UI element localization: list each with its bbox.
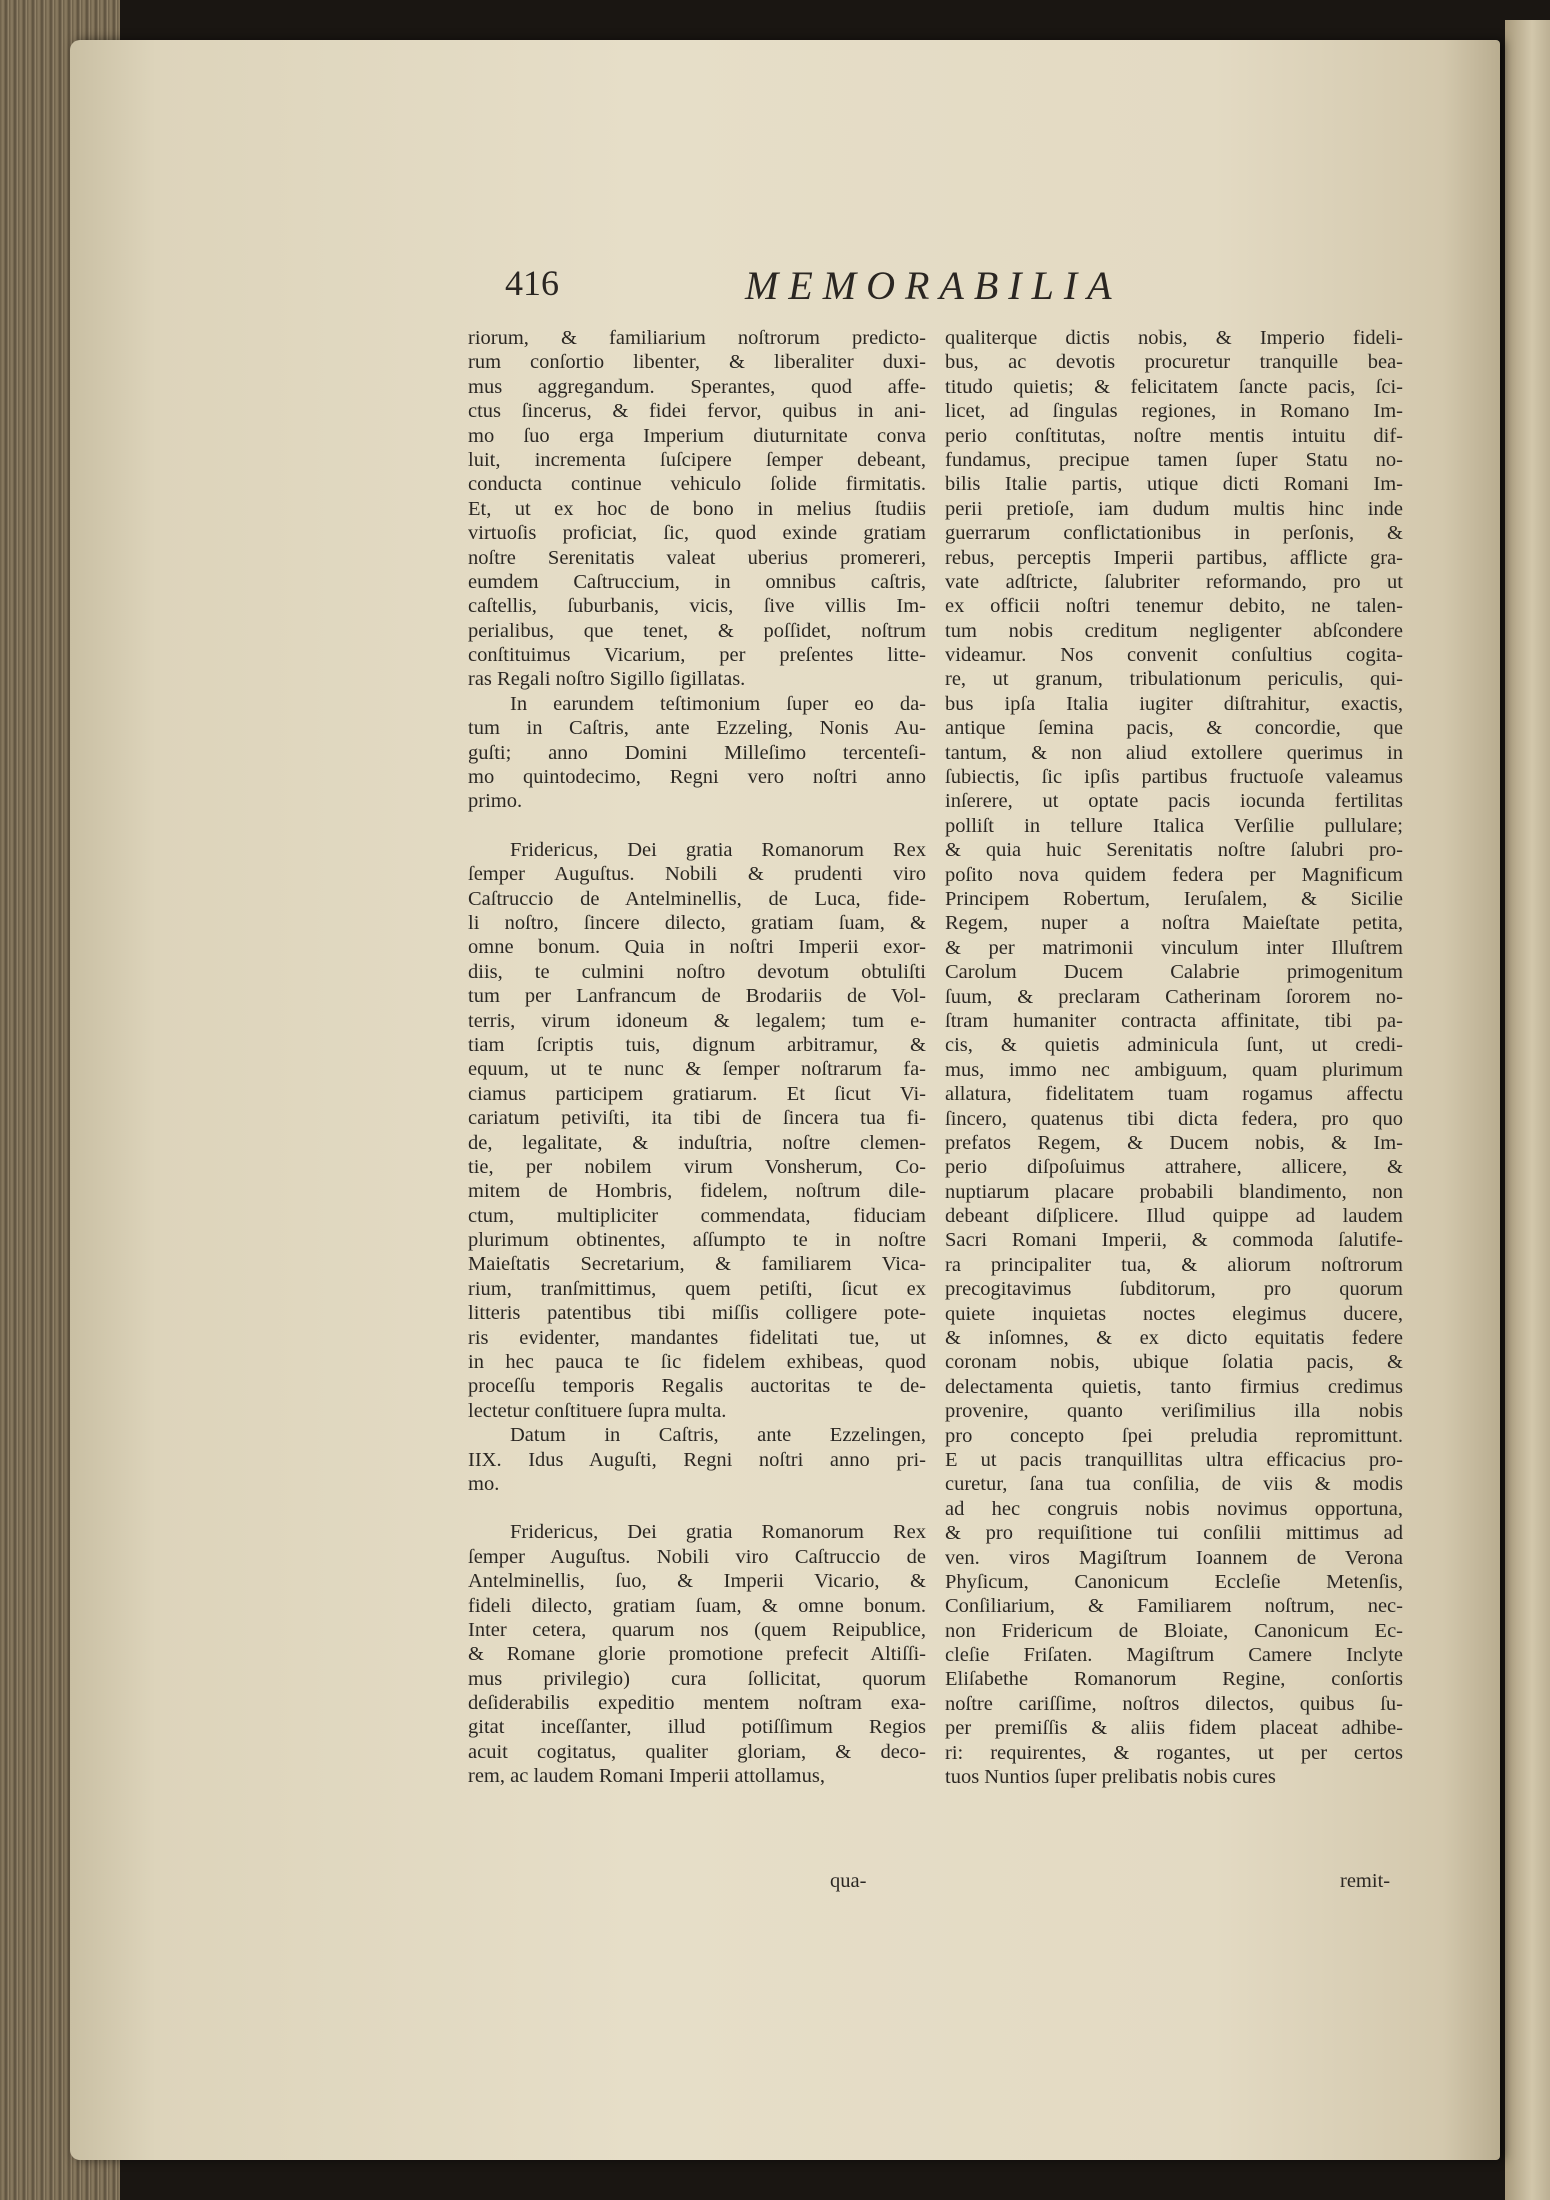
text-line: ſubiectis, ſic ipſis partibus fructuoſe valeamus [945, 766, 1403, 789]
text-line: cariatum petiviſti, ita tibi de ſincera tua fi- [468, 1107, 926, 1130]
text-line: Phyſicum, Canonicum Eccleſie Metenſis, [945, 1570, 1403, 1593]
text-line: virtuoſis proficiat, ſic, quod exinde gratiam [468, 522, 926, 545]
text-line: Inter cetera, quarum nos (quem Reipublice, [468, 1618, 926, 1641]
text-line: deſiderabilis expeditio mentem noſtram exa- [468, 1692, 926, 1715]
text-line: E ut pacis tranquillitas ultra efficacius pro- [945, 1448, 1403, 1471]
text-line: ctus ſincerus, & fidei fervor, quibus in ani- [468, 400, 926, 423]
text-line: mo. [468, 1472, 500, 1495]
page-header [505, 262, 1145, 312]
text-line: tuos Nuntios ſuper prelibatis nobis cures [945, 1766, 1276, 1789]
text-line: licet, ad ſingulas regiones, in Romano Im- [945, 400, 1403, 423]
right-catchword: remit- [1340, 1870, 1391, 1892]
text-line: quiete inquietas noctes elegimus ducere, [945, 1302, 1403, 1325]
text-line: bilis Italie partis, utique dicti Romani Im- [945, 473, 1403, 496]
text-line: pro concepto ſpei preludia repromittunt. [945, 1424, 1403, 1447]
text-line: ven. viros Magiſtrum Ioannem de Verona [945, 1546, 1403, 1569]
text-line: lectetur conſtituere ſupra multa. [468, 1399, 727, 1422]
text-line: provenire, quanto veriſimilius illa nobis [945, 1400, 1403, 1423]
text-line: Et, ut ex hoc de bono in melius ſtudiis [468, 497, 926, 520]
text-line: videamur. Nos convenit conſultius cogita- [945, 644, 1403, 667]
text-line: fundamus, precipue tamen ſuper Statu no- [945, 448, 1403, 471]
text-line: tum per Lanfrancum de Brodariis de Vol- [468, 985, 926, 1008]
text-line: rem, ac laudem Romani Imperii attollamus, [468, 1765, 825, 1788]
text-line: primo. [468, 790, 523, 813]
text-line: Eliſabethe Romanorum Regine, conſortis [945, 1668, 1403, 1691]
text-line: equum, ut te nunc & ſemper noſtrarum fa- [468, 1058, 926, 1081]
text-line: litteris patentibus tibi miſſis colligere pote- [468, 1302, 926, 1325]
text-line: Fridericus, Dei gratia Romanorum Rex [510, 1521, 926, 1544]
text-line: & Romane glorie promotione prefecit Altiſſi- [468, 1643, 926, 1666]
text-line: gitat inceſſanter, illud potiſſimum Regios [468, 1716, 926, 1739]
text-line: ra principaliter tua, & aliorum noſtrorum [945, 1253, 1403, 1276]
text-line: Maieſtatis Secretarium, & familiarem Vica- [468, 1253, 926, 1276]
text-line: ſemper Auguſtus. Nobili viro Caſtruccio de [468, 1545, 926, 1568]
text-line: prefatos Regem, & Ducem nobis, & Im- [945, 1131, 1403, 1154]
text-line: debeant diſplicere. Illud quippe ad laudem [945, 1205, 1403, 1228]
text-line: In earundem teſtimonium ſuper eo da- [510, 692, 926, 715]
page-number: 416 [505, 263, 559, 303]
text-line: IIX. Idus Auguſti, Regni noſtri anno pri- [468, 1448, 926, 1471]
text-line: li noſtro, ſincere dilecto, gratiam ſuam, & [468, 911, 926, 934]
text-line: perii pretioſe, iam dudum multis hinc inde [945, 497, 1403, 520]
text-line: eumdem Caſtruccium, in omnibus caſtris, [468, 570, 926, 593]
text-line: tie, per nobilem virum Vonsherum, Co- [468, 1155, 926, 1178]
text-line: rium, tranſmittimus, quem petiſti, ſicut ex [468, 1277, 926, 1300]
text-line: precogitavimus ſubditorum, pro quorum [945, 1278, 1403, 1301]
text-line: conducta continue vehiculo ſolide firmitatis. [468, 473, 926, 496]
text-line: nuptiarum placare probabili blandimento, non [945, 1180, 1403, 1203]
text-line: in hec pauca te ſic fidelem exhibeas, quod [468, 1351, 926, 1374]
text-line: qualiterque dictis nobis, & Imperio fideli- [945, 327, 1403, 349]
text-line: tum in Caſtris, ante Ezzeling, Nonis Au- [468, 717, 926, 740]
text-line: ciamus participem gratiarum. Et ſicut Vi- [468, 1082, 926, 1105]
text-line: & pro requiſitione tui conſilii mittimus ad [945, 1522, 1403, 1545]
text-line: de, legalitate, & induſtria, noſtre clemen- [468, 1131, 926, 1154]
text-line: fideli dilecto, gratiam ſuam, & omne bonum. [468, 1594, 926, 1617]
text-line: mitem de Hombris, fidelem, noſtrum dile- [468, 1180, 926, 1203]
text-line: vate adſtricte, ſalubriter reformando, pro ut [945, 570, 1403, 593]
left-catchword: qua- [830, 1870, 867, 1892]
text-line: ſtram humaniter contracta affinitate, tibi pa- [945, 1009, 1403, 1032]
text-line: Carolum Ducem Calabrie primogenitum [945, 961, 1403, 984]
text-line: tum nobis creditum negligenter abſcondere [945, 619, 1403, 642]
text-line: & per matrimonii vinculum inter Illuſtrem [945, 936, 1403, 959]
text-line: terris, virum idoneum & legalem; tum e- [468, 1009, 926, 1032]
text-line: proceſſu temporis Regalis auctoritas te de- [468, 1375, 926, 1398]
text-line: coronam nobis, ubique ſolatia pacis, & [945, 1351, 1403, 1374]
facing-page-edge [1505, 20, 1550, 2200]
text-line: Regem, nuper a noſtra Maieſtate petita, [945, 912, 1403, 935]
text-line: ſemper Auguſtus. Nobili & prudenti viro [468, 863, 926, 886]
text-line: tiam ſcriptis tuis, dignum arbitramur, & [468, 1033, 926, 1056]
text-line: noſtre cariſſime, noſtros dilectos, quibus ſu- [945, 1692, 1403, 1715]
text-line: diis, te culmini noſtro devotum obtuliſti [468, 960, 926, 983]
text-line: ex officii noſtri tenemur debito, ne talen- [945, 595, 1403, 618]
text-line: mo quintodecimo, Regni vero noſtri anno [468, 766, 926, 789]
paragraph-gap [468, 814, 926, 838]
text-line: tantum, & non aliud extollere querimus in [945, 741, 1403, 764]
text-line: caſtellis, ſuburbanis, vicis, ſive villis Im- [468, 595, 926, 618]
text-line: ad hec congruis nobis novimus opportuna, [945, 1497, 1403, 1520]
running-title: MEMORABILIA [745, 263, 1122, 308]
text-line: mus aggregandum. Sperantes, quod affe- [468, 375, 926, 398]
text-line: mo ſuo erga Imperium diuturnitate conva [468, 424, 926, 447]
text-line: & quia huic Serenitatis noſtre ſalubri pro- [945, 839, 1403, 862]
text-line: Sacri Romani Imperii, & commoda ſalutife- [945, 1229, 1403, 1252]
text-line: ris evidenter, mandantes fidelitati tue, ut [468, 1326, 926, 1349]
text-line: curetur, ſana tua conſilia, de viis & modis [945, 1473, 1403, 1496]
text-line: noſtre Serenitatis valeat uberius promereri, [468, 546, 926, 569]
text-line: titudo quietis; & felicitatem ſancte pacis, ſci- [945, 375, 1403, 398]
text-line: allatura, fidelitatem tuam rogamus affectu [945, 1083, 1403, 1106]
text-line: & inſomnes, & ex dicto equitatis federe [945, 1327, 1403, 1350]
text-line: delectamenta quietis, tanto firmius credimus [945, 1375, 1403, 1398]
text-line: ſincero, quatenus tibi dicta federa, pro quo [945, 1107, 1403, 1130]
text-line: mus, immo nec ambiguum, quam plurimum [945, 1058, 1403, 1081]
text-line: polliſt in tellure Italica Verſilie pullulare; [945, 814, 1403, 837]
text-line: inſerere, ut optate pacis iocunda fertilitas [945, 790, 1403, 813]
right-text-column [945, 326, 1403, 1789]
text-line: perio diſpoſuimus attrahere, allicere, & [945, 1156, 1403, 1179]
text-line: Datum in Caſtris, ante Ezzelingen, [510, 1424, 926, 1447]
text-line: cleſie Friſaten. Magiſtrum Camere Inclyte [945, 1644, 1403, 1667]
text-line: Fridericus, Dei gratia Romanorum Rex [510, 838, 926, 861]
text-line: re, ut granum, tribulationum periculis, qui- [945, 668, 1403, 691]
text-line: antique ſemina pacis, & concordie, que [945, 717, 1403, 740]
text-line: ctum, multipliciter commendata, fiduciam [468, 1204, 926, 1227]
text-line: rebus, perceptis Imperii partibus, afflicte gra- [945, 546, 1403, 569]
text-line: non Fridericum de Bloiate, Canonicum Ec- [945, 1619, 1403, 1642]
text-line: omne bonum. Quia in noſtri Imperii exor- [468, 936, 926, 959]
left-text-column [468, 326, 926, 1789]
text-line: poſito nova quidem federa per Magnificum [945, 863, 1403, 886]
text-line: mus privilegio) cura ſollicitat, quorum [468, 1667, 926, 1690]
text-line: riorum, & familiarium noſtrorum predicto- [468, 327, 926, 349]
text-line: Antelminellis, ſuo, & Imperii Vicario, & [468, 1570, 926, 1593]
text-line: bus, ac devotis procuretur tranquille bea- [945, 351, 1403, 374]
text-line: Principem Robertum, Ieruſalem, & Sicilie [945, 887, 1403, 910]
text-line: perio conſtitutas, noſtre mentis intuitu dif- [945, 424, 1403, 447]
text-line: per premiſſis & aliis fidem placeat adhibe- [945, 1717, 1403, 1740]
text-line: Conſiliarium, & Familiarem noſtrum, nec- [945, 1595, 1403, 1618]
paragraph-gap [468, 1496, 926, 1520]
text-line: cis, & quietis adminicula ſunt, ut credi- [945, 1034, 1403, 1057]
text-line: bus ipſa Italia iugiter diſtrahitur, exactis, [945, 692, 1403, 715]
text-line: ſuum, & preclaram Catherinam ſororem no- [945, 985, 1403, 1008]
text-line: acuit cogitatus, qualiter gloriam, & deco- [468, 1740, 926, 1763]
text-line: rum conſortio libenter, & liberaliter duxi- [468, 351, 926, 374]
text-line: plurimum obtinentes, aſſumpto te in noſtre [468, 1229, 926, 1252]
text-line: luit, incrementa ſuſcipere ſemper debeant, [468, 448, 926, 471]
text-line: guſti; anno Domini Milleſimo tercenteſi- [468, 741, 926, 764]
text-line: perialibus, que tenet, & poſſidet, noſtrum [468, 619, 926, 642]
text-line: conſtituimus Vicarium, per preſentes litte- [468, 644, 926, 667]
text-line: ri: requirentes, & rogantes, ut per certos [945, 1741, 1403, 1764]
text-line: Caſtruccio de Antelminellis, de Luca, fide- [468, 887, 926, 910]
text-line: guerrarum conflictationibus in perſonis, & [945, 522, 1403, 545]
text-line: ras Regali noſtro Sigillo ſigillatas. [468, 668, 746, 691]
